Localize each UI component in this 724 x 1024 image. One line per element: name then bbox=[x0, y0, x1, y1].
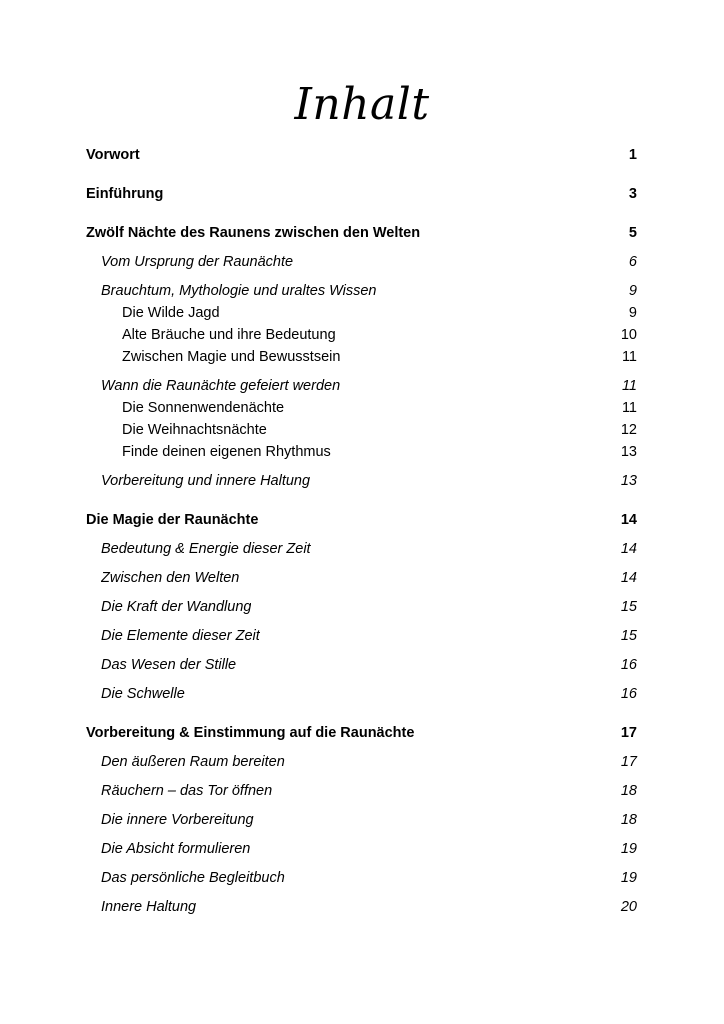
toc-entry-page-number: 12 bbox=[620, 422, 637, 438]
toc-entry-level-2[interactable] bbox=[86, 472, 637, 490]
toc-entry-level-3[interactable] bbox=[86, 421, 637, 439]
toc-entry-label: Zwischen Magie und Bewusstsein bbox=[122, 349, 341, 365]
toc-entry-level-2[interactable] bbox=[86, 627, 637, 645]
toc-entry-level-2[interactable] bbox=[86, 898, 637, 916]
toc-entry-label: Die Sonnenwendenächte bbox=[122, 400, 285, 416]
toc-entry-page-number: 3 bbox=[628, 186, 637, 202]
toc-entry-page-number: 15 bbox=[620, 599, 637, 615]
toc-entry-page-number: 20 bbox=[620, 899, 637, 915]
toc-entry-page-number: 5 bbox=[628, 225, 637, 241]
toc-entry-label: Die Kraft der Wandlung bbox=[101, 599, 252, 615]
toc-entry-label: Vom Ursprung der Raunächte bbox=[101, 254, 294, 270]
toc-entry-page-number: 10 bbox=[620, 327, 637, 343]
toc-entry-page-number: 1 bbox=[628, 147, 637, 163]
toc-entry-label: Einführung bbox=[86, 186, 164, 202]
toc-entry-level-2[interactable] bbox=[86, 598, 637, 616]
toc-entry-label: Brauchtum, Mythologie und uraltes Wissen bbox=[101, 283, 377, 299]
toc-entry-label: Alte Bräuche und ihre Bedeutung bbox=[122, 327, 336, 343]
toc-entry-page-number: 18 bbox=[620, 783, 637, 799]
toc-entry-page-number: 16 bbox=[620, 686, 637, 702]
toc-entry-label: Die Schwelle bbox=[101, 686, 185, 702]
toc-entry-label: Die innere Vorbereitung bbox=[101, 812, 254, 828]
toc-entry-label: Innere Haltung bbox=[101, 899, 197, 915]
toc-entry-label: Zwischen den Welten bbox=[101, 570, 240, 586]
toc-entry-label: Vorwort bbox=[86, 147, 140, 163]
toc-entry-level-2[interactable] bbox=[86, 540, 637, 558]
toc-entry-level-2[interactable] bbox=[86, 869, 637, 887]
toc-entry-level-2[interactable] bbox=[86, 685, 637, 703]
toc-entry-page-number: 9 bbox=[628, 305, 637, 321]
toc-entry-level-1[interactable] bbox=[86, 224, 637, 242]
toc-entry-page-number: 19 bbox=[620, 870, 637, 886]
toc-entry-label: Die Wilde Jagd bbox=[122, 305, 220, 321]
toc-entry-page-number: 11 bbox=[621, 349, 637, 365]
toc-entry-level-2[interactable] bbox=[86, 782, 637, 800]
toc-entry-level-2[interactable] bbox=[86, 377, 637, 395]
toc-entry-page-number: 14 bbox=[620, 512, 637, 528]
toc-entry-label: Räuchern – das Tor öffnen bbox=[101, 783, 273, 799]
page-title: Inhalt bbox=[294, 79, 430, 130]
toc-entry-page-number: 14 bbox=[620, 570, 637, 586]
toc-entry-label: Finde deinen eigenen Rhythmus bbox=[122, 444, 331, 460]
toc-entry-level-2[interactable] bbox=[86, 753, 637, 771]
toc-entry-page-number: 16 bbox=[620, 657, 637, 673]
table-of-contents bbox=[86, 146, 637, 916]
toc-entry-page-number: 13 bbox=[620, 444, 637, 460]
toc-entry-label: Zwölf Nächte des Raunens zwischen den Welten bbox=[86, 225, 421, 241]
toc-entry-label: Die Absicht formulieren bbox=[101, 841, 251, 857]
toc-entry-level-2[interactable] bbox=[86, 569, 637, 587]
toc-entry-label: Den äußeren Raum bereiten bbox=[101, 754, 285, 770]
toc-entry-level-1[interactable] bbox=[86, 511, 637, 529]
toc-entry-page-number: 13 bbox=[620, 473, 637, 489]
toc-entry-page-number: 9 bbox=[628, 283, 637, 299]
toc-entry-label: Wann die Raunächte gefeiert werden bbox=[101, 378, 341, 394]
toc-entry-level-3[interactable] bbox=[86, 326, 637, 344]
toc-entry-level-3[interactable] bbox=[86, 443, 637, 461]
toc-entry-label: Das Wesen der Stille bbox=[101, 657, 237, 673]
toc-entry-page-number: 11 bbox=[621, 378, 637, 394]
toc-entry-level-1[interactable] bbox=[86, 724, 637, 742]
toc-entry-level-3[interactable] bbox=[86, 399, 637, 417]
toc-entry-label: Die Weihnachtsnächte bbox=[122, 422, 267, 438]
toc-entry-level-1[interactable] bbox=[86, 185, 637, 203]
toc-entry-level-3[interactable] bbox=[86, 348, 637, 366]
toc-entry-page-number: 17 bbox=[620, 754, 637, 770]
toc-entry-level-2[interactable] bbox=[86, 840, 637, 858]
toc-entry-label: Das persönliche Begleitbuch bbox=[101, 870, 285, 886]
toc-entry-label: Die Magie der Raunächte bbox=[86, 512, 259, 528]
toc-entry-page-number: 14 bbox=[620, 541, 637, 557]
toc-entry-level-2[interactable] bbox=[86, 282, 637, 300]
toc-entry-page-number: 15 bbox=[620, 628, 637, 644]
toc-entry-level-1[interactable] bbox=[86, 146, 637, 164]
toc-entry-page-number: 17 bbox=[620, 725, 637, 741]
toc-entry-page-number: 18 bbox=[620, 812, 637, 828]
toc-entry-level-2[interactable] bbox=[86, 253, 637, 271]
toc-entry-label: Die Elemente dieser Zeit bbox=[101, 628, 260, 644]
toc-entry-page-number: 6 bbox=[628, 254, 637, 270]
toc-entry-level-2[interactable] bbox=[86, 656, 637, 674]
toc-entry-label: Vorbereitung und innere Haltung bbox=[101, 473, 311, 489]
toc-entry-label: Vorbereitung & Einstimmung auf die Raunächte bbox=[86, 725, 415, 741]
toc-entry-level-3[interactable] bbox=[86, 304, 637, 322]
toc-entry-page-number: 11 bbox=[621, 400, 637, 416]
toc-entry-level-2[interactable] bbox=[86, 811, 637, 829]
toc-entry-label: Bedeutung & Energie dieser Zeit bbox=[101, 541, 311, 557]
toc-entry-page-number: 19 bbox=[620, 841, 637, 857]
